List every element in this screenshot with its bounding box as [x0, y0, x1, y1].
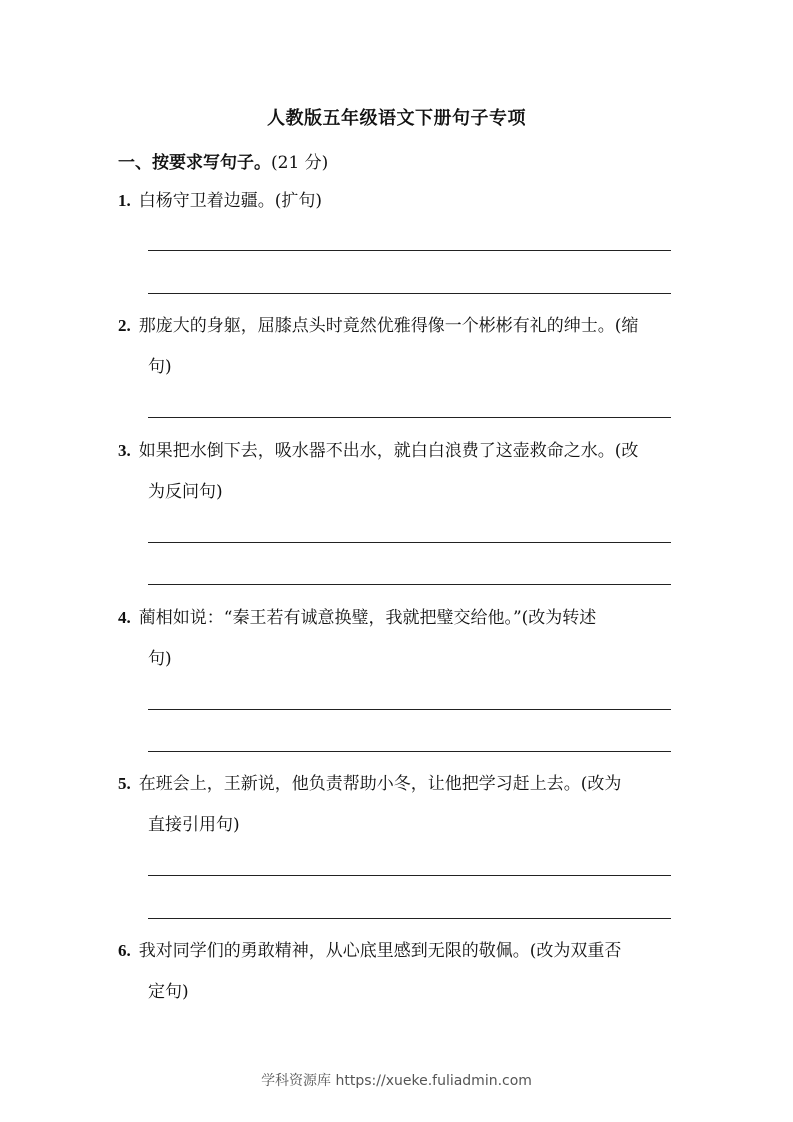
answer-line[interactable] — [148, 751, 671, 752]
question-number: 4. — [118, 608, 131, 627]
question-5 — [118, 763, 678, 846]
answer-line[interactable] — [148, 417, 671, 418]
question-2 — [118, 305, 678, 388]
question-text: 如果把水倒下去，吸水器不出水，就白白浪费了这壶救命之水。(改 — [138, 441, 639, 461]
answer-line[interactable] — [148, 709, 671, 710]
page-title: 人教版五年级语文下册句子专项 — [267, 108, 526, 129]
question-text: 那庞大的身躯，屈膝点头时竟然优雅得像一个彬彬有礼的绅士。(缩 — [138, 316, 639, 336]
question-4 — [118, 597, 678, 680]
answer-line[interactable] — [148, 584, 671, 585]
question-text-continued: 为反问句) — [148, 482, 223, 502]
section-points: (21 分) — [271, 153, 329, 173]
question-text-continued: 定句) — [148, 982, 189, 1002]
answer-line[interactable] — [148, 542, 671, 543]
question-text-continued: 句) — [148, 649, 172, 669]
question-text: 蔺相如说：“秦王若有诚意换璧，我就把璧交给他。”(改为转述 — [138, 608, 597, 628]
question-1 — [118, 180, 678, 222]
answer-line[interactable] — [148, 875, 671, 876]
question-6 — [118, 930, 678, 1013]
section-heading — [118, 148, 328, 173]
answer-line[interactable] — [148, 250, 671, 251]
question-text-continued: 句) — [148, 357, 172, 377]
question-number: 1. — [118, 191, 131, 210]
answer-line[interactable] — [148, 918, 671, 919]
question-number: 2. — [118, 316, 131, 335]
question-number: 3. — [118, 441, 131, 460]
question-text: 白杨守卫着边疆。(扩句) — [138, 191, 323, 211]
question-text: 在班会上，王新说，他负责帮助小冬，让他把学习赶上去。(改为 — [138, 774, 622, 794]
footer-watermark: 学科资源库 https://xueke.fuliadmin.com — [261, 1073, 532, 1089]
question-3 — [118, 430, 678, 513]
answer-line[interactable] — [148, 293, 671, 294]
question-number: 5. — [118, 774, 131, 793]
section-heading-text: 一、按要求写句子。 — [118, 153, 271, 173]
question-text-continued: 直接引用句) — [148, 815, 240, 835]
question-text: 我对同学们的勇敢精神，从心底里感到无限的敬佩。(改为双重否 — [138, 941, 622, 961]
question-number: 6. — [118, 941, 131, 960]
